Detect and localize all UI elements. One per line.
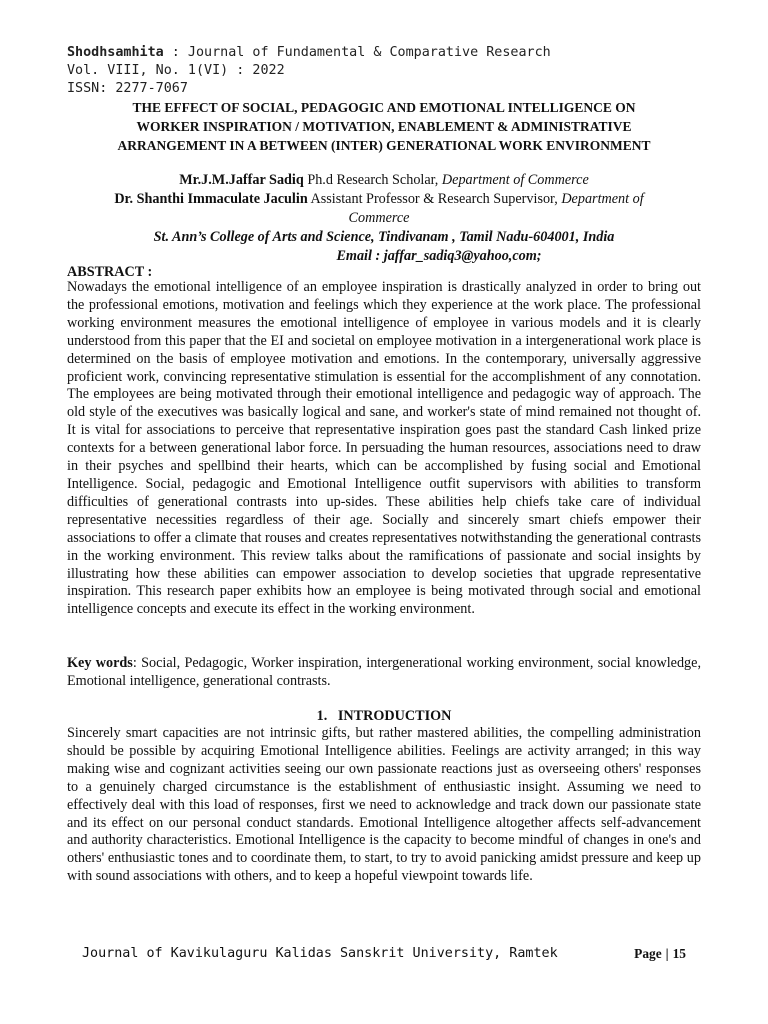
journal-name: Shodhsamhita [67,45,164,60]
author-block [67,171,701,266]
keywords-label: Key words [67,655,133,671]
journal-volume: Vol. VIII, No. 1(VI) : 2022 [67,63,285,78]
author-line-2 [67,190,701,228]
page-number: 15 [672,946,686,961]
keywords [67,655,701,691]
author-2-department: Department of Commerce [348,191,644,226]
affiliation: St. Ann’s College of Arts and Science, Tindivanam , Tamil Nadu-604001, India [153,229,615,245]
author-1-role: Ph.d Research Scholar, [303,172,442,188]
page-indicator [634,945,686,963]
title-line: ARRANGEMENT IN A BETWEEN (INTER) GENERATIONAL WORK ENVIRONMENT [117,138,651,153]
keywords-text: : Social, Pedagogic, Worker inspiration, intergenerational working environment, social knowledge, Emotional intelligence, generational contrasts. [67,655,701,689]
page-label: Page [634,946,662,961]
author-line-1 [67,171,701,190]
author-1-name: Mr.J.M.Jaffar Sadiq [179,172,304,188]
page-separator: | [665,946,669,961]
journal-title-line [67,44,707,62]
introduction-text: Sincerely smart capacities are not intrinsic gifts, but rather mastered abilities, the compelling administration should be possible by acquiring Emotional Intelligence abilities. Feelings are activity arranged; in this way making wise and cognizant activities seeing our own passionate reactions just as overseeing others' responses to a genuinely charged circumstance is the establishment of enthusiastic insight. Assuming we need to effectively deal with this load of responses, first we need to acknowledge and track down our passionate state and its effect on our personal conduct standards. Emotional Intelligence altogether affects self-advancement and authority characteristics. Emotional Intelligence is the capacity to become mindful of changes in one's and others' enthusiastic tones and to coordinate them, to start, to try to avoid panicking amidst pressure and keep up with sound associations with others, and to keep a hopeful viewpoint towards life. [67,725,701,885]
abstract-heading: ABSTRACT : [67,264,153,280]
paper-title [67,98,701,155]
author-2-name: Dr. Shanthi Immaculate Jaculin [114,191,308,207]
introduction-heading: 1. INTRODUCTION [316,708,452,724]
journal-header [67,44,707,98]
title-line: WORKER INSPIRATION / MOTIVATION, ENABLEMENT & ADMINISTRATIVE [136,119,632,134]
abstract-text: Nowadays the emotional intelligence of an employee inspiration is drastically analyzed in order to bring out the professional emotions, motivation and feelings which they experience at the work place. The professional working environment measures the emotional intelligence of employee in various models and it is clearly understood from this paper that the EI and societal on employee motivation in a intergenerational work place is determined on the basis of employee motivation and emotions. In the contemporary, universally aggressive proficient work, convincing representative stimulation is essential for the accomplishment of any connotation. The employees are being motivated through their emotional intelligence and pedagogic way of approach. The old style of the executives was basically logical and sane, and worker's state of mind remained not thought of. It is vital for associations to perceive that representative inspiration goes past the standard Cash linked prize contexts for a between generational labor force. In persuading the human resources, associations need to draw in their psyches and spellbind their hearts, which can be accomplished by fusing social and Emotional Intelligence. Social, pedagogic and Emotional Intelligence outfit supervisors with abilities to transform difficulties of generational contrasts into up-sides. These abilities help chiefs take care of individual representative necessities regardless of their age. Socially and sincerely smart chiefs empower their associations to offer a climate that rouses and creates representatives notwithstanding the generational contrasts in the working environment. This review talks about the ramifications of passionate and social insights by illustrating how these abilities can empower association to develop societies that upgrade representative inspiration. This research paper exhibits how an employee is being motivated through social and emotional intelligence concepts and execute its effect in the working environment. [67,279,701,618]
footer-journal: Journal of Kavikulaguru Kalidas Sanskrit University, Ramtek [82,946,558,961]
title-line: THE EFFECT OF SOCIAL, PEDAGOGIC AND EMOTIONAL INTELLIGENCE ON [132,100,636,115]
author-2-role: Assistant Professor & Research Supervisor, [307,191,562,207]
author-email: Email : jaffar_sadiq3@yahoo,com; [336,248,542,264]
author-1-department: Department of Commerce [441,172,589,188]
journal-subtitle: : Journal of Fundamental & Comparative Research [163,45,551,60]
journal-issn: ISSN: 2277-7067 [67,81,188,96]
